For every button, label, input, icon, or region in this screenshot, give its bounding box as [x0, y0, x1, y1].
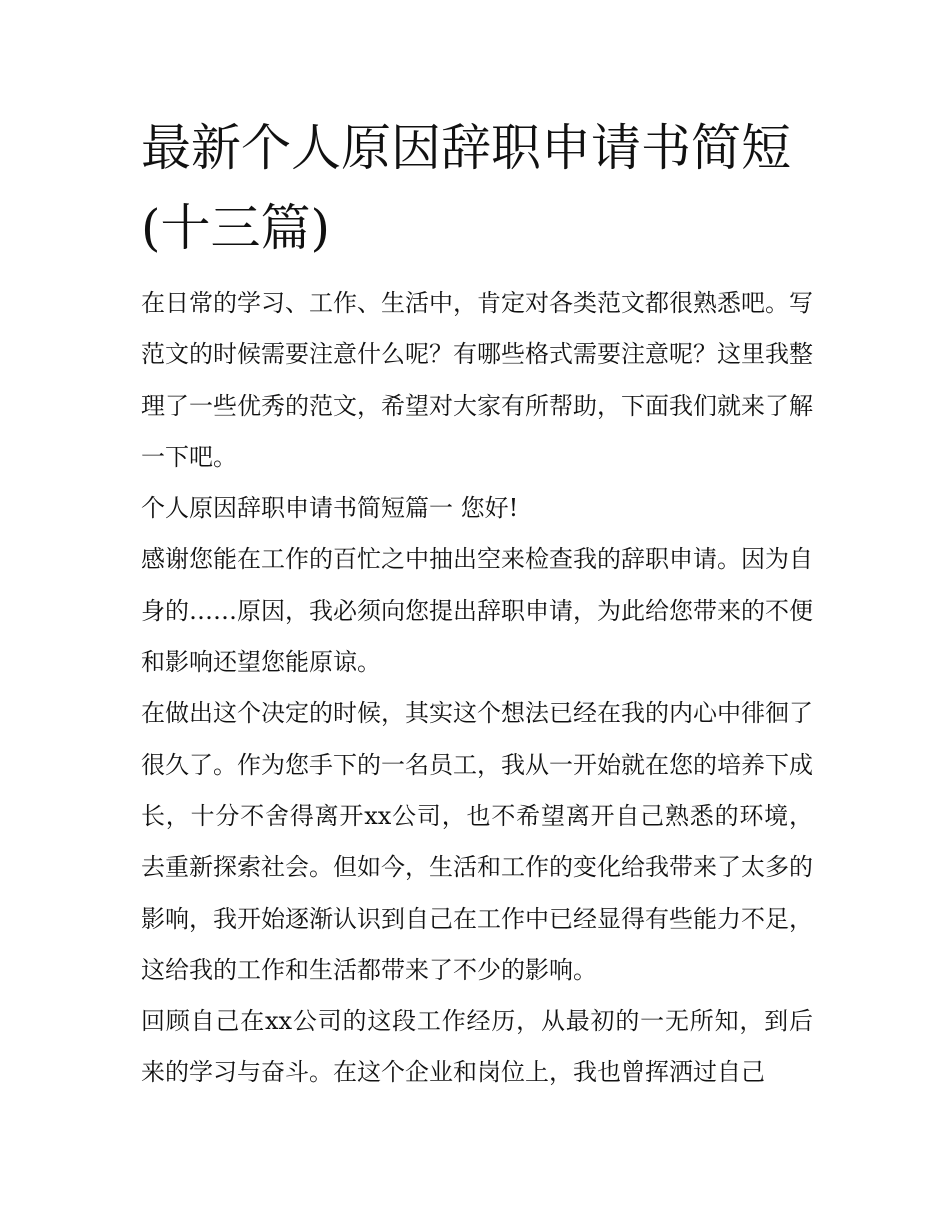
body-paragraph: 在做出这个决定的时候，其实这个想法已经在我的内心中徘徊了很久了。作为您手下的一名员工，我从一开始就在您的培养下成长，十分不舍得离开xx公司，也不希望离开自己熟悉的环境，去重新探索社会。但如今，生活和工作的变化给我带来了太多的影响，我开始逐渐认识到自己在工作中已经显得有些能力不足，这给我的工作和生活都带来了不少的影响。	[141, 699, 813, 984]
document-page	[141, 108, 813, 1099]
body-paragraph: 回顾自己在xx公司的这段工作经历，从最初的一无所知，到后来的学习与奋斗。在这个企业和岗位上，我也曾挥洒过自己	[141, 1007, 813, 1087]
document-title: 最新个人原因辞职申请书简短(十三篇)	[141, 119, 791, 257]
body-paragraph: 感谢您能在工作的百忙之中抽出空来检查我的辞职申请。因为自身的……原因，我必须向您提出辞职申请，为此给您带来的不便和影响还望您能原谅。	[141, 545, 813, 677]
intro-paragraph: 在日常的学习、工作、生活中，肯定对各类范文都很熟悉吧。写范文的时候需要注意什么呢？有哪些格式需要注意呢？这里我整理了一些优秀的范文，希望对大家有所帮助，下面我们就来了解一下吧。	[141, 289, 813, 471]
document-body	[141, 278, 813, 1099]
section-heading-paragraph: 个人原因辞职申请书简短篇一 您好!	[141, 494, 519, 523]
